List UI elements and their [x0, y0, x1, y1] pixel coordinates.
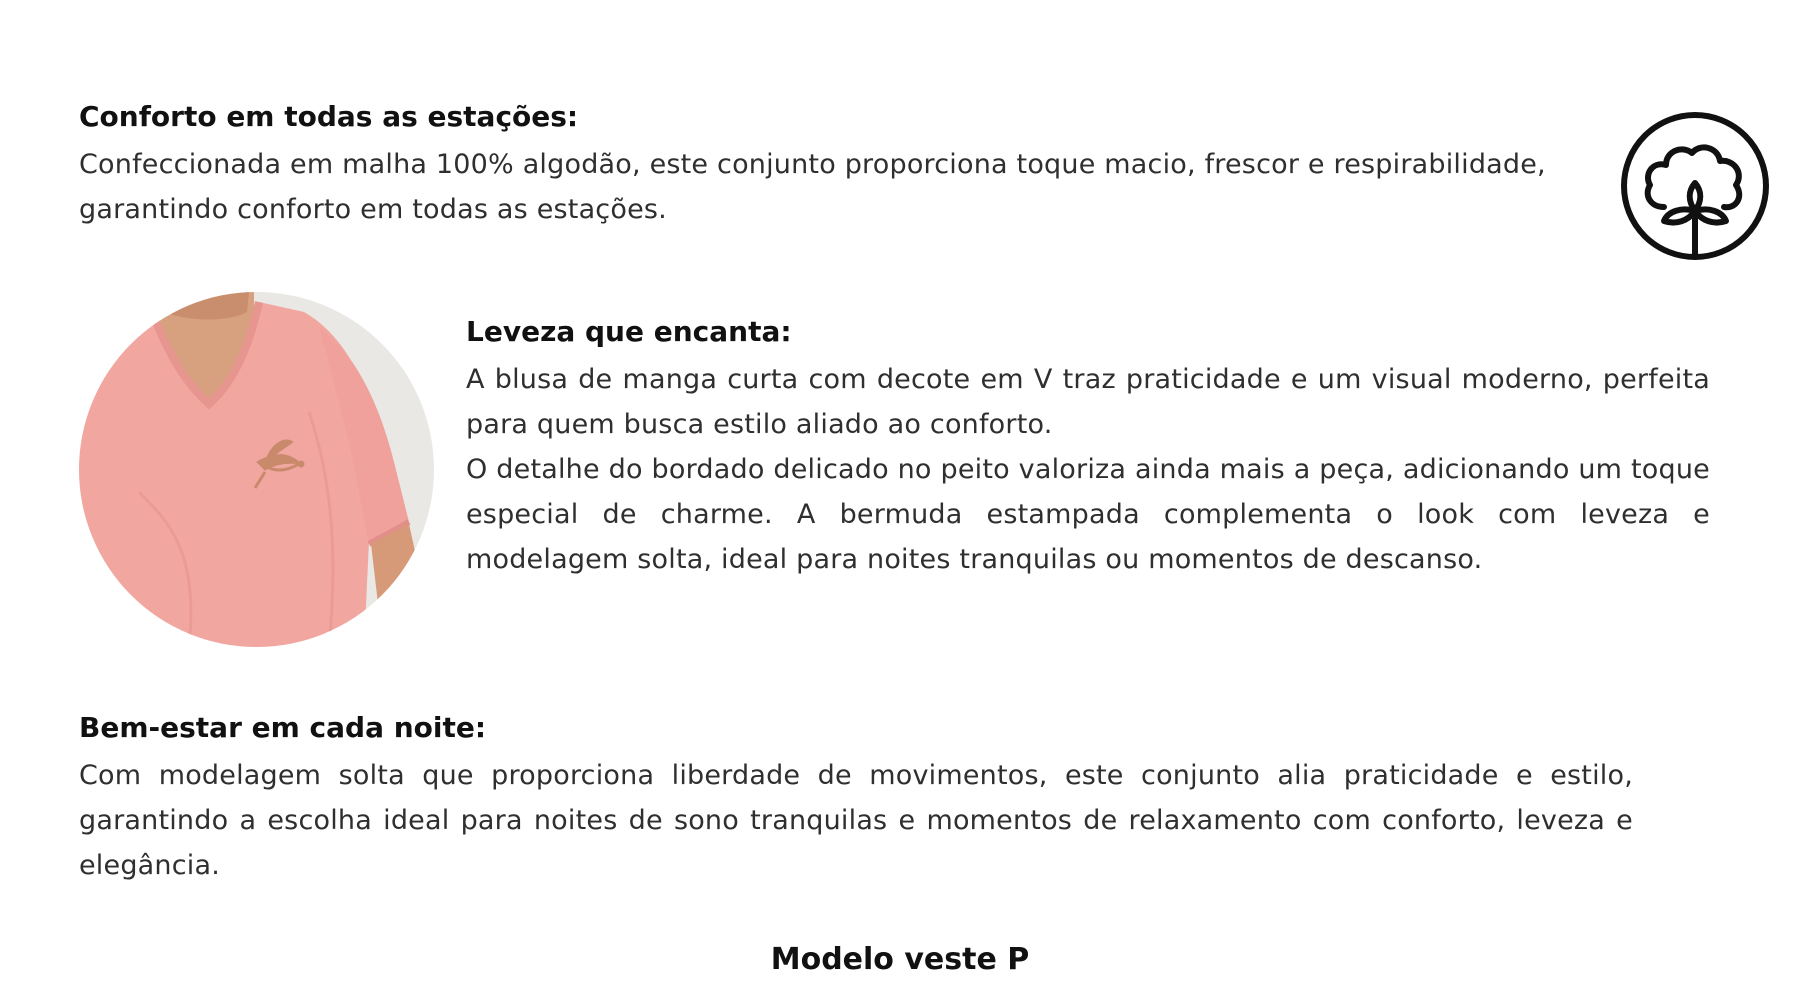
section-text-conforto: Confeccionada em malha 100% algodão, este conjunto proporciona toque macio, frescor e respirabilidade, garantindo conforto em todas as estações.	[79, 149, 1546, 225]
pink-v-neck-shirt-illustration	[79, 292, 434, 647]
section-title-bem-estar: Bem-estar em cada noite:	[79, 711, 487, 744]
cotton-flower-icon	[1620, 111, 1770, 261]
section-title-conforto: Conforto em todas as estações:	[79, 100, 579, 133]
section-title-leveza: Leveza que encanta:	[466, 315, 792, 348]
section-text-leveza-2: O detalhe do bordado delicado no peito valoriza ainda mais a peça, adicionando um toque especial de charme. A bermuda estampada complementa o look com leveza e modelagem solta, ideal para noites tranquilas ou momentos de descanso.	[466, 454, 1710, 575]
model-size-note: Modelo veste P	[770, 942, 1030, 977]
shirt-photo	[79, 292, 434, 647]
section-text-leveza-1: A blusa de manga curta com decote em V traz praticidade e um visual moderno, perfeita para quem busca estilo aliado ao conforto.	[466, 364, 1710, 440]
section-text-bem-estar: Com modelagem solta que proporciona liberdade de movimentos, este conjunto alia praticidade e estilo, garantindo a escolha ideal para noites de sono tranquilas e momentos de relaxamento com conforto, leveza e elegância.	[79, 760, 1633, 881]
